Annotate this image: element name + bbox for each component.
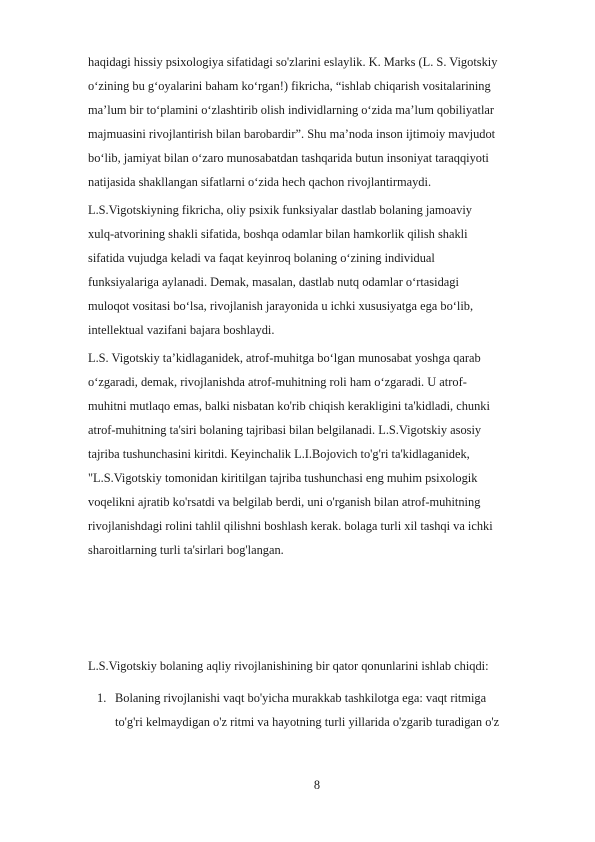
paragraph-1-line-3: ma’lum bir to‘plamini o‘zlashtirib olish individlarning o‘zida ma’lum qobiliyatlar — [88, 103, 495, 117]
paragraph-1-line-4: majmuasini rivojlantirish bilan barobardir”. Shu ma’noda inson ijtimoiy mavjudot — [88, 127, 496, 141]
list-item-line-2: to'g'ri kelmaydigan o'z ritmi va hayotning turli yillarida o'zgarib turadigan o'z — [115, 715, 500, 729]
paragraph-1-line-2: o‘zining bu g‘oyalarini baham ko‘rgan!) fikricha, “ishlab chiqarish vositalarining — [88, 79, 491, 93]
paragraph-2-line-5: muloqot vositasi bo‘lsa, rivojlanish jarayonida u ichki xususiyatga ega bo‘lib, — [88, 299, 474, 313]
paragraph-4-intro: L.S.Vigotskiy bolaning aqliy rivojlanishining bir qator qonunlarini ishlab chiqdi: — [88, 659, 489, 673]
paragraph-3-line-8: rivojlanishdagi rolini tahlil qilishni boshlash kerak. bolaga turli xil tashqi va ichki — [88, 519, 493, 533]
paragraph-3-line-5: tajriba tushunchasini kiritdi. Keyinchalik L.I.Bojovich to'g'ri ta'kidlaganidek, — [88, 447, 470, 461]
paragraph-1-line-6: natijasida shakllangan sifatlarni o‘zida hech qachon rivojlantirmaydi. — [88, 175, 432, 189]
paragraph-2-line-6: intellektual vazifani bajara boshlaydi. — [88, 323, 275, 337]
list-item-line-1: Bolaning rivojlanishi vaqt bo'yicha murakkab tashkilotga ega: vaqt ritmiga — [115, 691, 487, 705]
paragraph-3-line-1: L.S. Vigotskiy ta’kidlaganidek, atrof-muhitga bo‘lgan munosabat yoshga qarab — [88, 351, 481, 365]
paragraph-3-line-7: voqelikni ajratib ko'rsatdi va belgilab berdi, uni o'rganish bilan atrof-muhitning — [88, 495, 481, 509]
paragraph-3-line-6: "L.S.Vigotskiy tomonidan kiritilgan tajriba tushunchasi eng muhim psixologik — [88, 471, 478, 485]
paragraph-3-line-2: o‘zgaradi, demak, rivojlanishda atrof-muhitning roli ham o‘zgaradi. U atrof- — [88, 375, 467, 389]
paragraph-3-line-4: atrof-muhitning ta'siri bolaning tajribasi bilan belgilanadi. L.S.Vigotskiy asosiy — [88, 423, 482, 437]
paragraph-2-line-2: xulq-atvorining shakli sifatida, boshqa odamlar bilan hamkorlik qilish shakli — [88, 227, 468, 241]
paragraph-2-line-1: L.S.Vigotskiyning fikricha, oliy psixik funksiyalar dastlab bolaning jamoaviy — [88, 203, 473, 217]
paragraph-1-line-5: bo‘lib, jamiyat bilan o‘zaro munosabatdan tashqarida butun insoniyat taraqqiyoti — [88, 151, 489, 165]
paragraph-2-line-4: funksiyalariga aylanadi. Demak, masalan, dastlab nutq odamlar o‘rtasidagi — [88, 275, 459, 289]
paragraph-2-line-3: sifatida vujudga keladi va faqat keyinroq bolaning o‘zining individual — [88, 251, 435, 265]
paragraph-3-line-3: muhitni mutlaqo emas, balki nisbatan ko'rib chiqish kerakligini ta'kidladi, chunki — [88, 399, 490, 413]
page-number: 8 — [313, 778, 321, 792]
paragraph-1-line-1: haqidagi hissiy psixologiya sifatidagi so'zlarini eslaylik. K. Marks (L. S. Vigotskiy — [88, 55, 498, 69]
paragraph-3-line-9: sharoitlarning turli ta'sirlari bog'langan. — [88, 543, 284, 557]
list-item-number: 1. — [97, 691, 107, 705]
